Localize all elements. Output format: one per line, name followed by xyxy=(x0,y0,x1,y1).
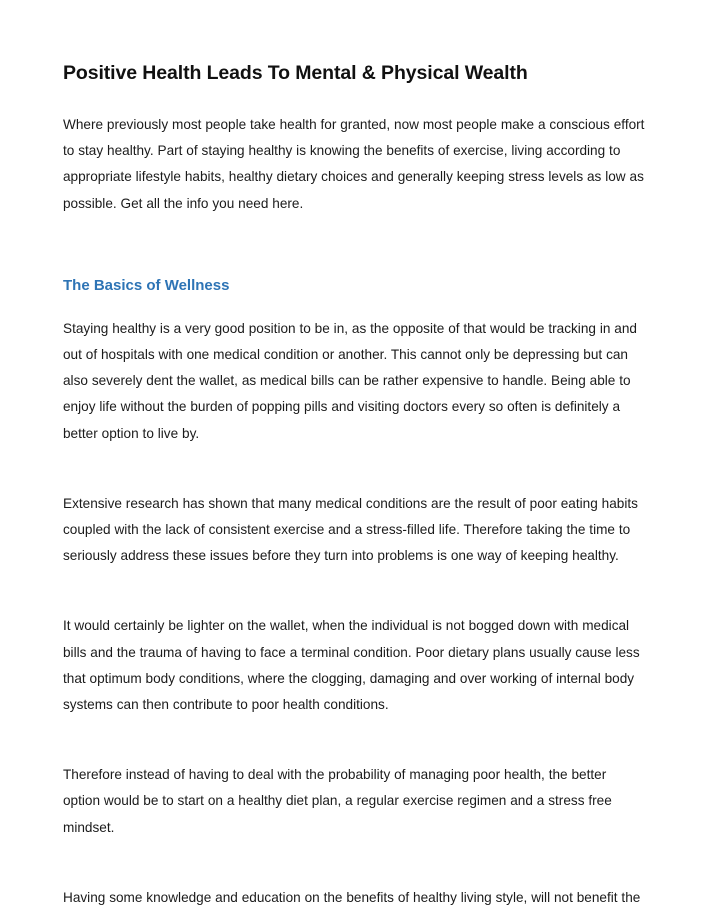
body-paragraph-1: Staying healthy is a very good position to be in, as the opposite of that would be tracking in and out of hospitals with one medical condition or another. This cannot only be depressing but can also severely dent the wallet, as medical bills can be rather expensive to handle. Being able to enjoy life without the burden of popping pills and visiting doctors every so often is definitely a better option to live by. xyxy=(63,320,637,441)
spacer-after-title xyxy=(63,86,647,112)
body-paragraph-5-truncated: Having some knowledge and education on the benefits of healthy living style, will not benefit the xyxy=(63,889,641,905)
body-paragraph-4: Therefore instead of having to deal with the probability of managing poor health, the better option would be to start on a healthy diet plan, a regular exercise regimen and a stress free mindset. xyxy=(63,767,612,835)
body-paragraph-2: Extensive research has shown that many medical conditions are the result of poor eating habits coupled with the lack of consistent exercise and a stress-filled life. Therefore taking the time to seriously address these issues before they turn into problems is one way of keeping healthy. xyxy=(63,495,638,564)
spacer-paragraph-3 xyxy=(63,718,647,762)
spacer-after-heading xyxy=(63,298,647,316)
page-title: Positive Health Leads To Mental & Physical Wealth xyxy=(63,62,528,84)
document-content xyxy=(63,0,647,911)
body-paragraph-3: It would certainly be lighter on the wallet, when the individual is not bogged down with medical bills and the trauma of having to face a terminal condition. Poor dietary plans usually cause less that optimum body conditions, where the clogging, damaging and over working of internal body systems can then contribute to poor health conditions. xyxy=(63,618,640,713)
section-heading-basics-of-wellness: The Basics of Wellness xyxy=(63,276,230,294)
intro-paragraph: Where previously most people take health for granted, now most people make a conscious effort to stay healthy. Part of staying healthy is knowing the benefits of exercise, living according to appropriate lifestyle habits, healthy dietary choices and generally keeping stress levels as low as possible. Get all the info you need here. xyxy=(63,117,645,211)
spacer-before-heading xyxy=(63,217,647,243)
spacer-paragraph-2 xyxy=(63,569,647,613)
spacer-paragraph-4 xyxy=(63,841,647,885)
spacer-paragraph-1 xyxy=(63,447,647,491)
